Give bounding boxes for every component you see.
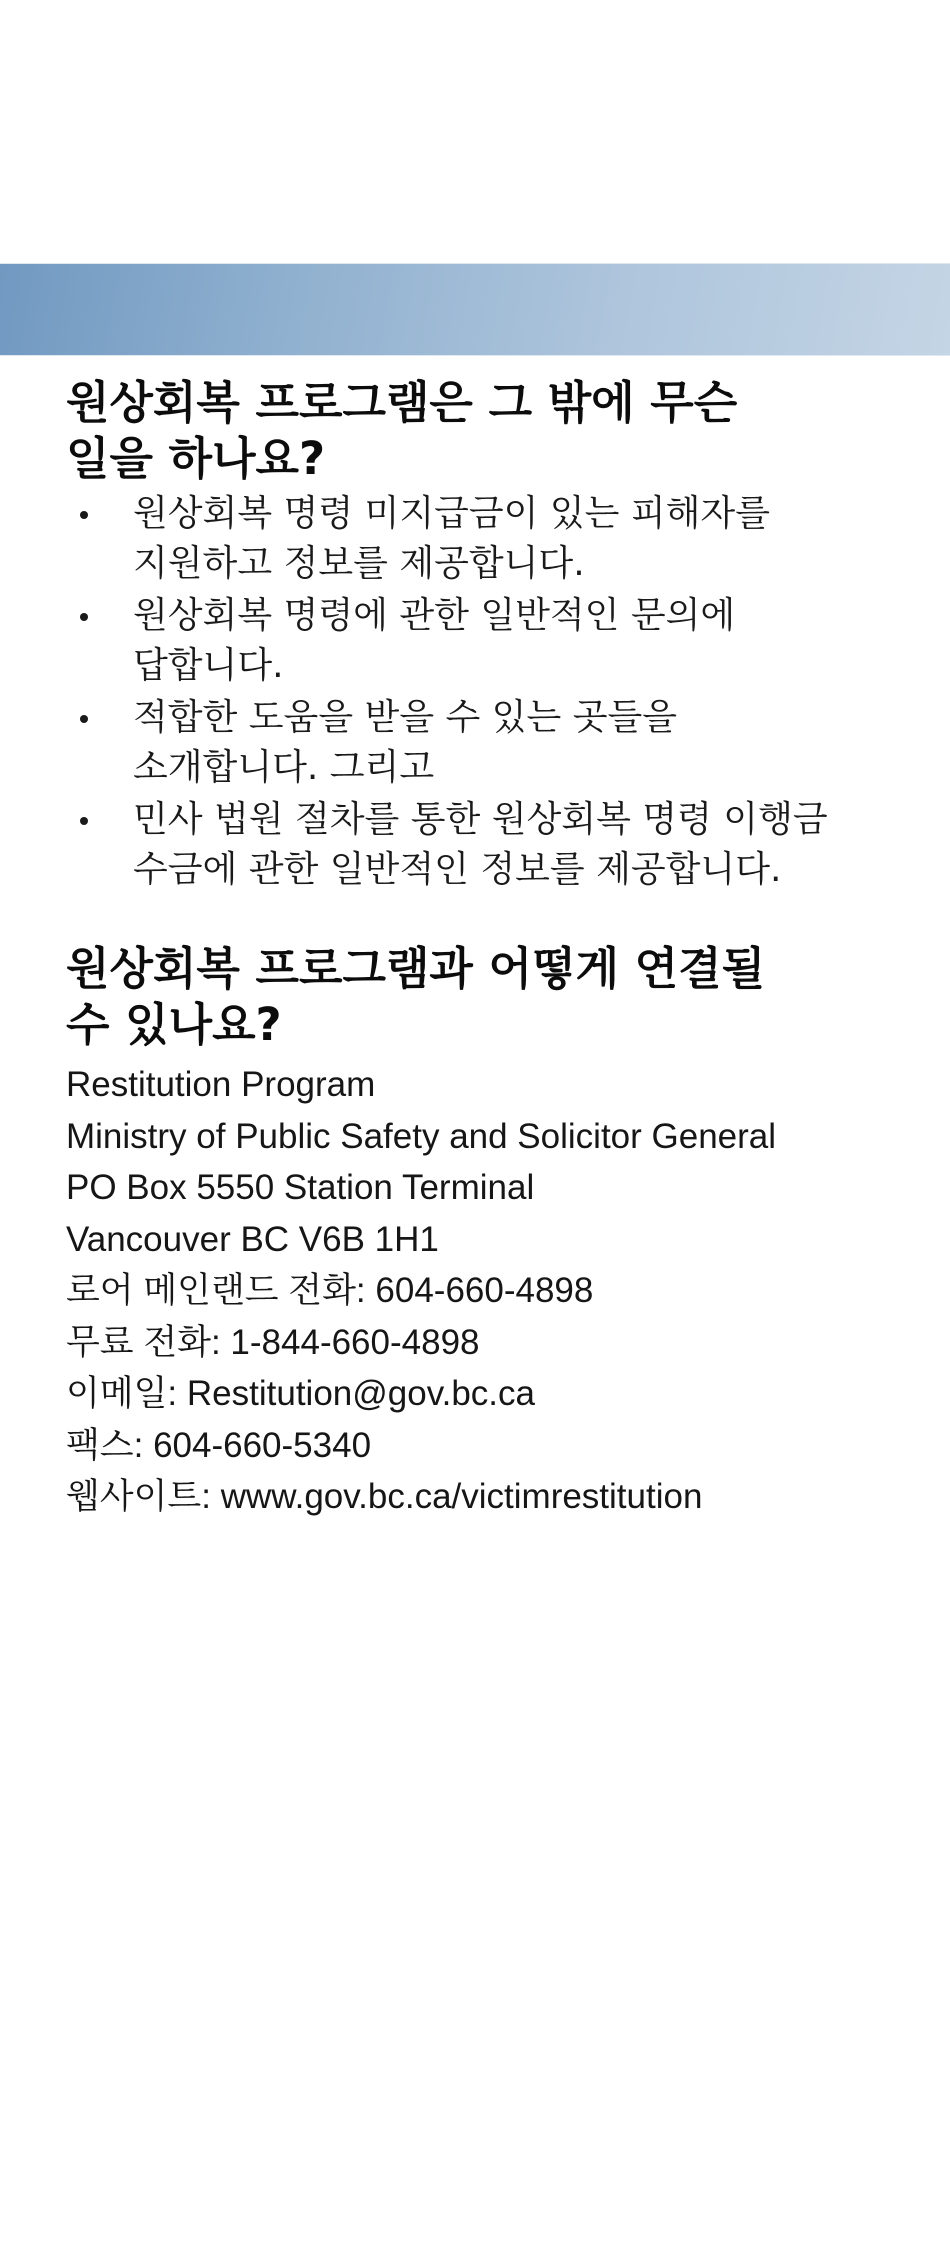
section-heading-contact — [66, 941, 926, 1053]
contact-block — [66, 1059, 926, 1523]
heading-line-1: 원상회복 프로그램은 그 밖에 무슨 — [66, 376, 738, 429]
page-content — [66, 375, 926, 1523]
list-item: 적합한 도움을 받을 수 있는 곳들을 소개합니다. 그리고 — [66, 693, 926, 793]
fax-number: 604-660-5340 — [153, 1425, 372, 1465]
heading-line-2: 일을 하나요? — [66, 432, 326, 485]
toll-free-label: 무료 전화: — [66, 1322, 231, 1362]
contact-fax — [66, 1420, 926, 1472]
bullet-icon — [80, 613, 88, 621]
services-list — [66, 489, 926, 895]
contact-city: Vancouver BC V6B 1H1 — [66, 1219, 439, 1259]
contact-ministry: Ministry of Public Safety and Solicitor General — [66, 1116, 777, 1156]
section-heading-other-services — [66, 375, 926, 487]
bullet-icon — [80, 715, 88, 723]
website-link[interactable]: www.gov.bc.ca/victimrestitution — [220, 1477, 703, 1516]
contact-toll-free-phone — [66, 1317, 926, 1369]
fax-label: 팩스: — [66, 1425, 154, 1465]
list-item: 원상회복 명령에 관한 일반적인 문의에 답합니다. — [66, 591, 926, 691]
list-item: 원상회복 명령 미지급금이 있는 피해자를 지원하고 정보를 제공합니다. — [66, 489, 926, 589]
email-link[interactable]: Restitution@gov.bc.ca — [186, 1374, 535, 1413]
toll-free-phone-link[interactable]: 1-844-660-4898 — [230, 1322, 480, 1362]
list-item: 민사 법원 절차를 통한 원상회복 명령 이행금 수금에 관한 일반적인 정보를 제공합니다. — [66, 795, 926, 895]
bullet-icon — [80, 817, 88, 825]
contact-website — [66, 1471, 926, 1523]
lower-mainland-label: 로어 메인랜드 전화: — [66, 1271, 376, 1310]
contact-email — [66, 1368, 926, 1420]
section-contact — [66, 941, 926, 1523]
heading-line-2: 수 있나요? — [66, 998, 282, 1051]
lower-mainland-phone-link[interactable]: 604-660-4898 — [375, 1271, 594, 1310]
website-label: 웹사이트: — [66, 1477, 221, 1516]
contact-lower-mainland-phone — [66, 1265, 926, 1317]
contact-org: Restitution Program — [66, 1065, 376, 1104]
heading-line-1: 원상회복 프로그램과 어떻게 연결될 — [66, 942, 766, 995]
bullet-icon — [80, 511, 88, 519]
section-other-services — [66, 375, 926, 895]
email-label: 이메일: — [66, 1374, 187, 1413]
contact-po-box: PO Box 5550 Station Terminal — [66, 1168, 535, 1207]
header-gradient-band — [0, 263, 950, 356]
